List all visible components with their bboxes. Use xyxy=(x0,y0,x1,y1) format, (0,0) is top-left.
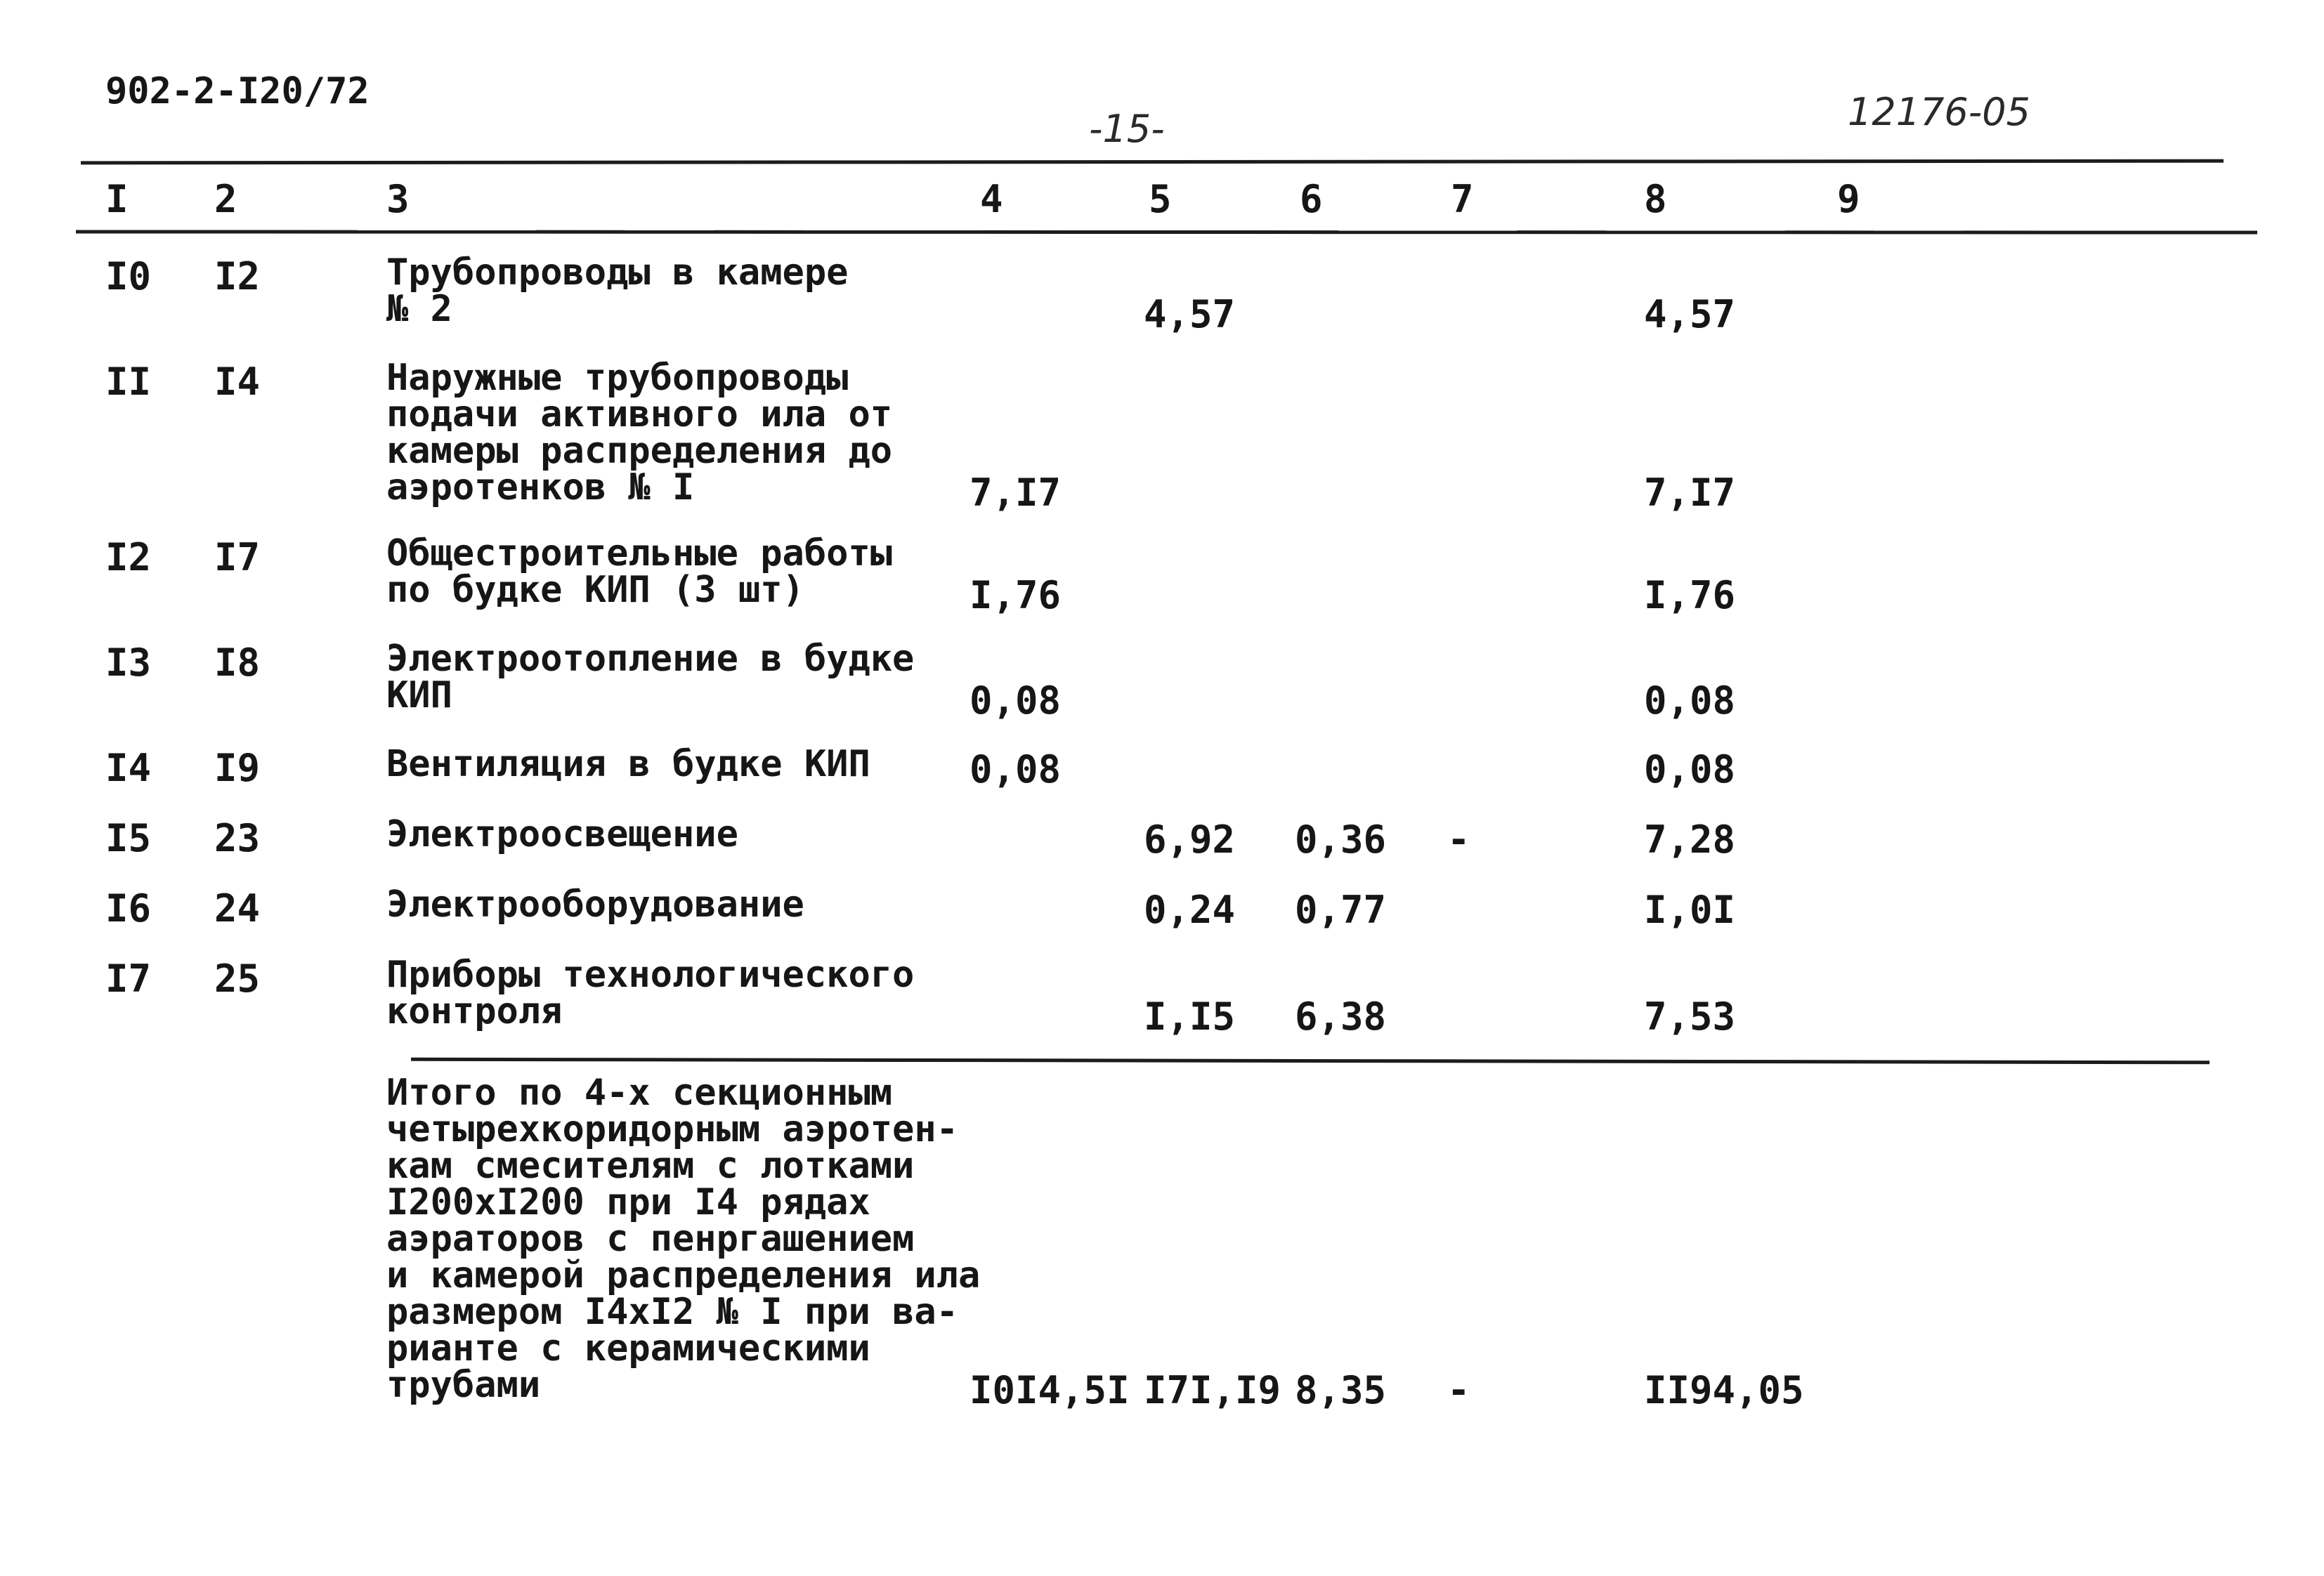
description-line: Электроосвещение xyxy=(386,813,738,855)
row-number: I3 xyxy=(105,641,152,685)
document-code: 902-2-I20/72 xyxy=(105,70,370,112)
row-number: I6 xyxy=(105,886,152,931)
row-position: I7 xyxy=(214,535,261,579)
total-col-5: I7I,I9 xyxy=(1144,1368,1281,1412)
cell-col-8: 4,57 xyxy=(1644,292,1736,336)
row-number: I4 xyxy=(105,746,152,790)
row-position: 25 xyxy=(214,957,261,1001)
row-number: II xyxy=(105,360,152,404)
row-number: I0 xyxy=(105,254,152,298)
description-line: КИП xyxy=(386,674,452,716)
sheet-number: 12176-05 xyxy=(1848,90,2030,134)
row-description xyxy=(386,638,915,716)
column-header-4: 4 xyxy=(980,177,1003,221)
total-col-6: 8,35 xyxy=(1295,1368,1387,1412)
description-line: аэротенков № I xyxy=(386,466,695,508)
cell-col-5: 4,57 xyxy=(1144,292,1236,336)
description-line: Приборы технологического xyxy=(386,954,915,996)
row-position: I9 xyxy=(214,746,261,790)
column-header-1: I xyxy=(105,177,129,221)
description-line: камеры распределения до xyxy=(386,430,893,472)
row-description xyxy=(386,813,738,855)
total-col-4: I0I4,5I xyxy=(970,1368,1130,1412)
row-description xyxy=(386,884,804,926)
cell-col-7: - xyxy=(1447,817,1470,862)
total-description xyxy=(386,1072,981,1406)
description-line: I200xI200 при I4 рядах xyxy=(386,1181,870,1223)
description-line: Трубопроводы в камере xyxy=(386,251,849,294)
description-line: аэраторов с пенргашением xyxy=(386,1218,915,1260)
column-header-5: 5 xyxy=(1149,177,1172,221)
description-line: Электрооборудование xyxy=(386,884,804,926)
row-description xyxy=(386,743,870,785)
description-line: четырехкоридорным аэротен- xyxy=(386,1108,958,1150)
row-description xyxy=(386,532,893,611)
row-position: I8 xyxy=(214,641,261,685)
header-bottom-rule xyxy=(76,230,2257,234)
cell-col-8: I,0I xyxy=(1644,888,1736,932)
cell-col-5: 6,92 xyxy=(1144,817,1236,862)
description-line: подачи активного ила от xyxy=(386,393,893,435)
column-header-7: 7 xyxy=(1451,177,1474,221)
cell-col-8: 7,28 xyxy=(1644,817,1736,862)
column-header-9: 9 xyxy=(1837,177,1860,221)
row-position: 23 xyxy=(214,816,261,860)
cell-col-4: 0,08 xyxy=(970,747,1062,792)
cell-col-8: I,76 xyxy=(1644,573,1736,617)
description-line: Электроотопление в будке xyxy=(386,638,915,680)
description-line: и камерой распределения ила xyxy=(386,1254,981,1296)
row-position: 24 xyxy=(214,886,261,931)
description-line: кам смесителям с лотками xyxy=(386,1145,915,1187)
row-position: I2 xyxy=(214,254,261,298)
total-separator-rule xyxy=(411,1058,2209,1064)
description-line: № 2 xyxy=(386,288,452,330)
description-line: по будке КИП (3 шт) xyxy=(386,569,804,611)
column-header-2: 2 xyxy=(214,177,237,221)
row-description xyxy=(386,357,893,508)
column-header-8: 8 xyxy=(1644,177,1667,221)
description-line: размером I4xI2 № I при ва- xyxy=(386,1291,958,1333)
row-description xyxy=(386,251,849,330)
page-number: -15- xyxy=(1089,107,1165,151)
description-line: Наружные трубопроводы xyxy=(386,357,849,399)
row-number: I7 xyxy=(105,957,152,1001)
cell-col-5: 0,24 xyxy=(1144,888,1236,932)
cell-col-6: 0,77 xyxy=(1295,888,1387,932)
description-line: Общестроительные работы xyxy=(386,532,893,574)
column-header-6: 6 xyxy=(1300,177,1323,221)
total-col-8: II94,05 xyxy=(1644,1368,1804,1412)
cell-col-6: 0,36 xyxy=(1295,817,1387,862)
row-number: I5 xyxy=(105,816,152,860)
description-line: трубами xyxy=(386,1364,541,1406)
cell-col-8: 0,08 xyxy=(1644,678,1736,723)
row-description xyxy=(386,954,915,1032)
cell-col-6: 6,38 xyxy=(1295,994,1387,1039)
description-line: Вентиляция в будке КИП xyxy=(386,743,870,785)
cell-col-8: 7,I7 xyxy=(1644,471,1736,515)
description-line: Итого по 4-х секционным xyxy=(386,1072,893,1114)
cell-col-4: I,76 xyxy=(970,573,1062,617)
column-header-3: 3 xyxy=(386,177,410,221)
row-position: I4 xyxy=(214,360,261,404)
row-number: I2 xyxy=(105,535,152,579)
description-line: рианте с керамическими xyxy=(386,1327,870,1370)
description-line: контроля xyxy=(386,990,563,1032)
cell-col-4: 7,I7 xyxy=(970,471,1062,515)
cell-col-5: I,I5 xyxy=(1144,994,1236,1039)
cell-col-8: 0,08 xyxy=(1644,747,1736,792)
cell-col-8: 7,53 xyxy=(1644,994,1736,1039)
cell-col-4: 0,08 xyxy=(970,678,1062,723)
header-top-rule xyxy=(81,159,2224,165)
total-col-7: - xyxy=(1447,1368,1470,1412)
